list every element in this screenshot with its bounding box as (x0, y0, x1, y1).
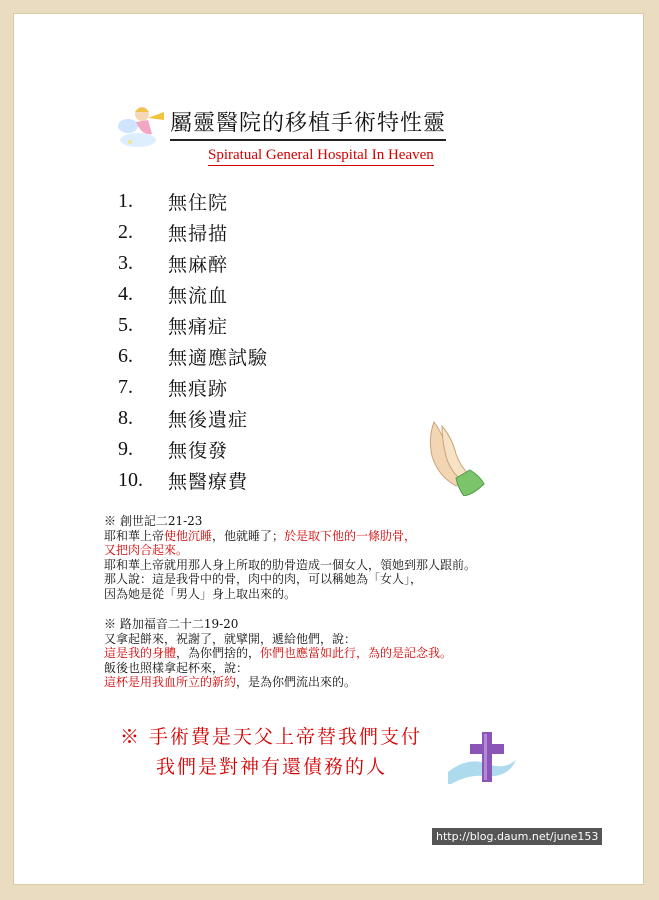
verse-line: 耶和華上帝就用那人身上所取的肋骨造成一個女人，領她到那人跟前。 (104, 557, 477, 572)
list-number: 8. (118, 407, 133, 429)
praying-hands-icon (424, 420, 486, 496)
list-number: 2. (118, 221, 133, 243)
list-text: 無住院 (168, 192, 229, 214)
list-item (118, 403, 268, 434)
verse-line: 那人說：這是我骨中的骨，肉中的肉，可以稱她為「女人」， (104, 572, 423, 586)
list-item (118, 248, 268, 279)
verse-text: 耶和華上帝 (104, 528, 165, 543)
list-item (118, 217, 268, 248)
list-item (118, 279, 268, 310)
closing-statement (120, 722, 422, 782)
list-item (118, 465, 268, 496)
verse-line (104, 646, 452, 661)
feature-list (118, 186, 268, 496)
verse-line: 飯後也照樣拿起杯來，說： (104, 660, 249, 675)
verse-highlight: 你們也應當如此行，為的是記念我。 (260, 646, 453, 660)
blog-url-watermark: http://blog.daum.net/june153 (432, 828, 602, 845)
page-subtitle: Spiratual General Hospital In Heaven (208, 147, 434, 166)
list-item (118, 186, 268, 217)
verse-reference: ※ 創世記二21-23 (104, 514, 203, 528)
list-text: 無醫療費 (168, 471, 249, 493)
list-text: 無適應試驗 (168, 347, 269, 369)
list-number: 7. (118, 376, 133, 398)
list-number: 3. (118, 252, 133, 274)
list-text: 無掃描 (168, 223, 229, 245)
verse-highlight: 於是取下他的一條肋骨， (284, 528, 417, 543)
list-text: 無復發 (168, 440, 229, 462)
list-item (118, 310, 268, 341)
list-item (118, 434, 268, 465)
list-text: 無痕跡 (168, 378, 229, 400)
verse-line: 又拿起餅來，祝謝了，就擘開，遞給他們，說： (104, 631, 357, 646)
list-number: 10. (118, 469, 143, 491)
list-number: 5. (118, 314, 133, 336)
list-text: 無麻醉 (168, 254, 229, 276)
verse-text: ，為你們捨的， (176, 646, 261, 660)
verse-line: 因為她是從「男人」身上取出來的。 (104, 586, 297, 601)
closing-line: ※ 手術費是天父上帝替我們支付 (120, 726, 423, 748)
verse-reference: ※ 路加福音二十二19-20 (104, 617, 239, 631)
list-text: 無後遺症 (168, 409, 249, 431)
verse-text: ，他就睡了； (212, 528, 285, 543)
list-number: 9. (118, 438, 133, 460)
verse-luke (104, 617, 452, 690)
closing-line: 我們是對神有還債務的人 (156, 756, 388, 778)
verse-highlight: 又把肉合起來。 (104, 543, 189, 557)
cross-icon (446, 728, 518, 784)
list-text: 無痛症 (168, 316, 229, 338)
list-text: 無流血 (168, 285, 229, 307)
verse-text: ，是為你們流出來的。 (236, 675, 357, 689)
list-number: 4. (118, 283, 133, 305)
list-item (118, 341, 268, 372)
angel-trumpet-icon (116, 102, 168, 152)
verse-highlight: 這杯是用我血所立的新約 (104, 675, 237, 689)
list-number: 1. (118, 190, 133, 212)
page-title: 屬靈醫院的移植手術特性靈 (170, 106, 446, 141)
verse-highlight: 使他沉睡 (164, 528, 213, 543)
verse-line (104, 675, 452, 690)
list-number: 6. (118, 345, 133, 367)
verse-genesis (104, 514, 476, 601)
verse-line (104, 529, 476, 544)
list-item (118, 372, 268, 403)
verse-highlight: 這是我的身體 (104, 646, 177, 660)
